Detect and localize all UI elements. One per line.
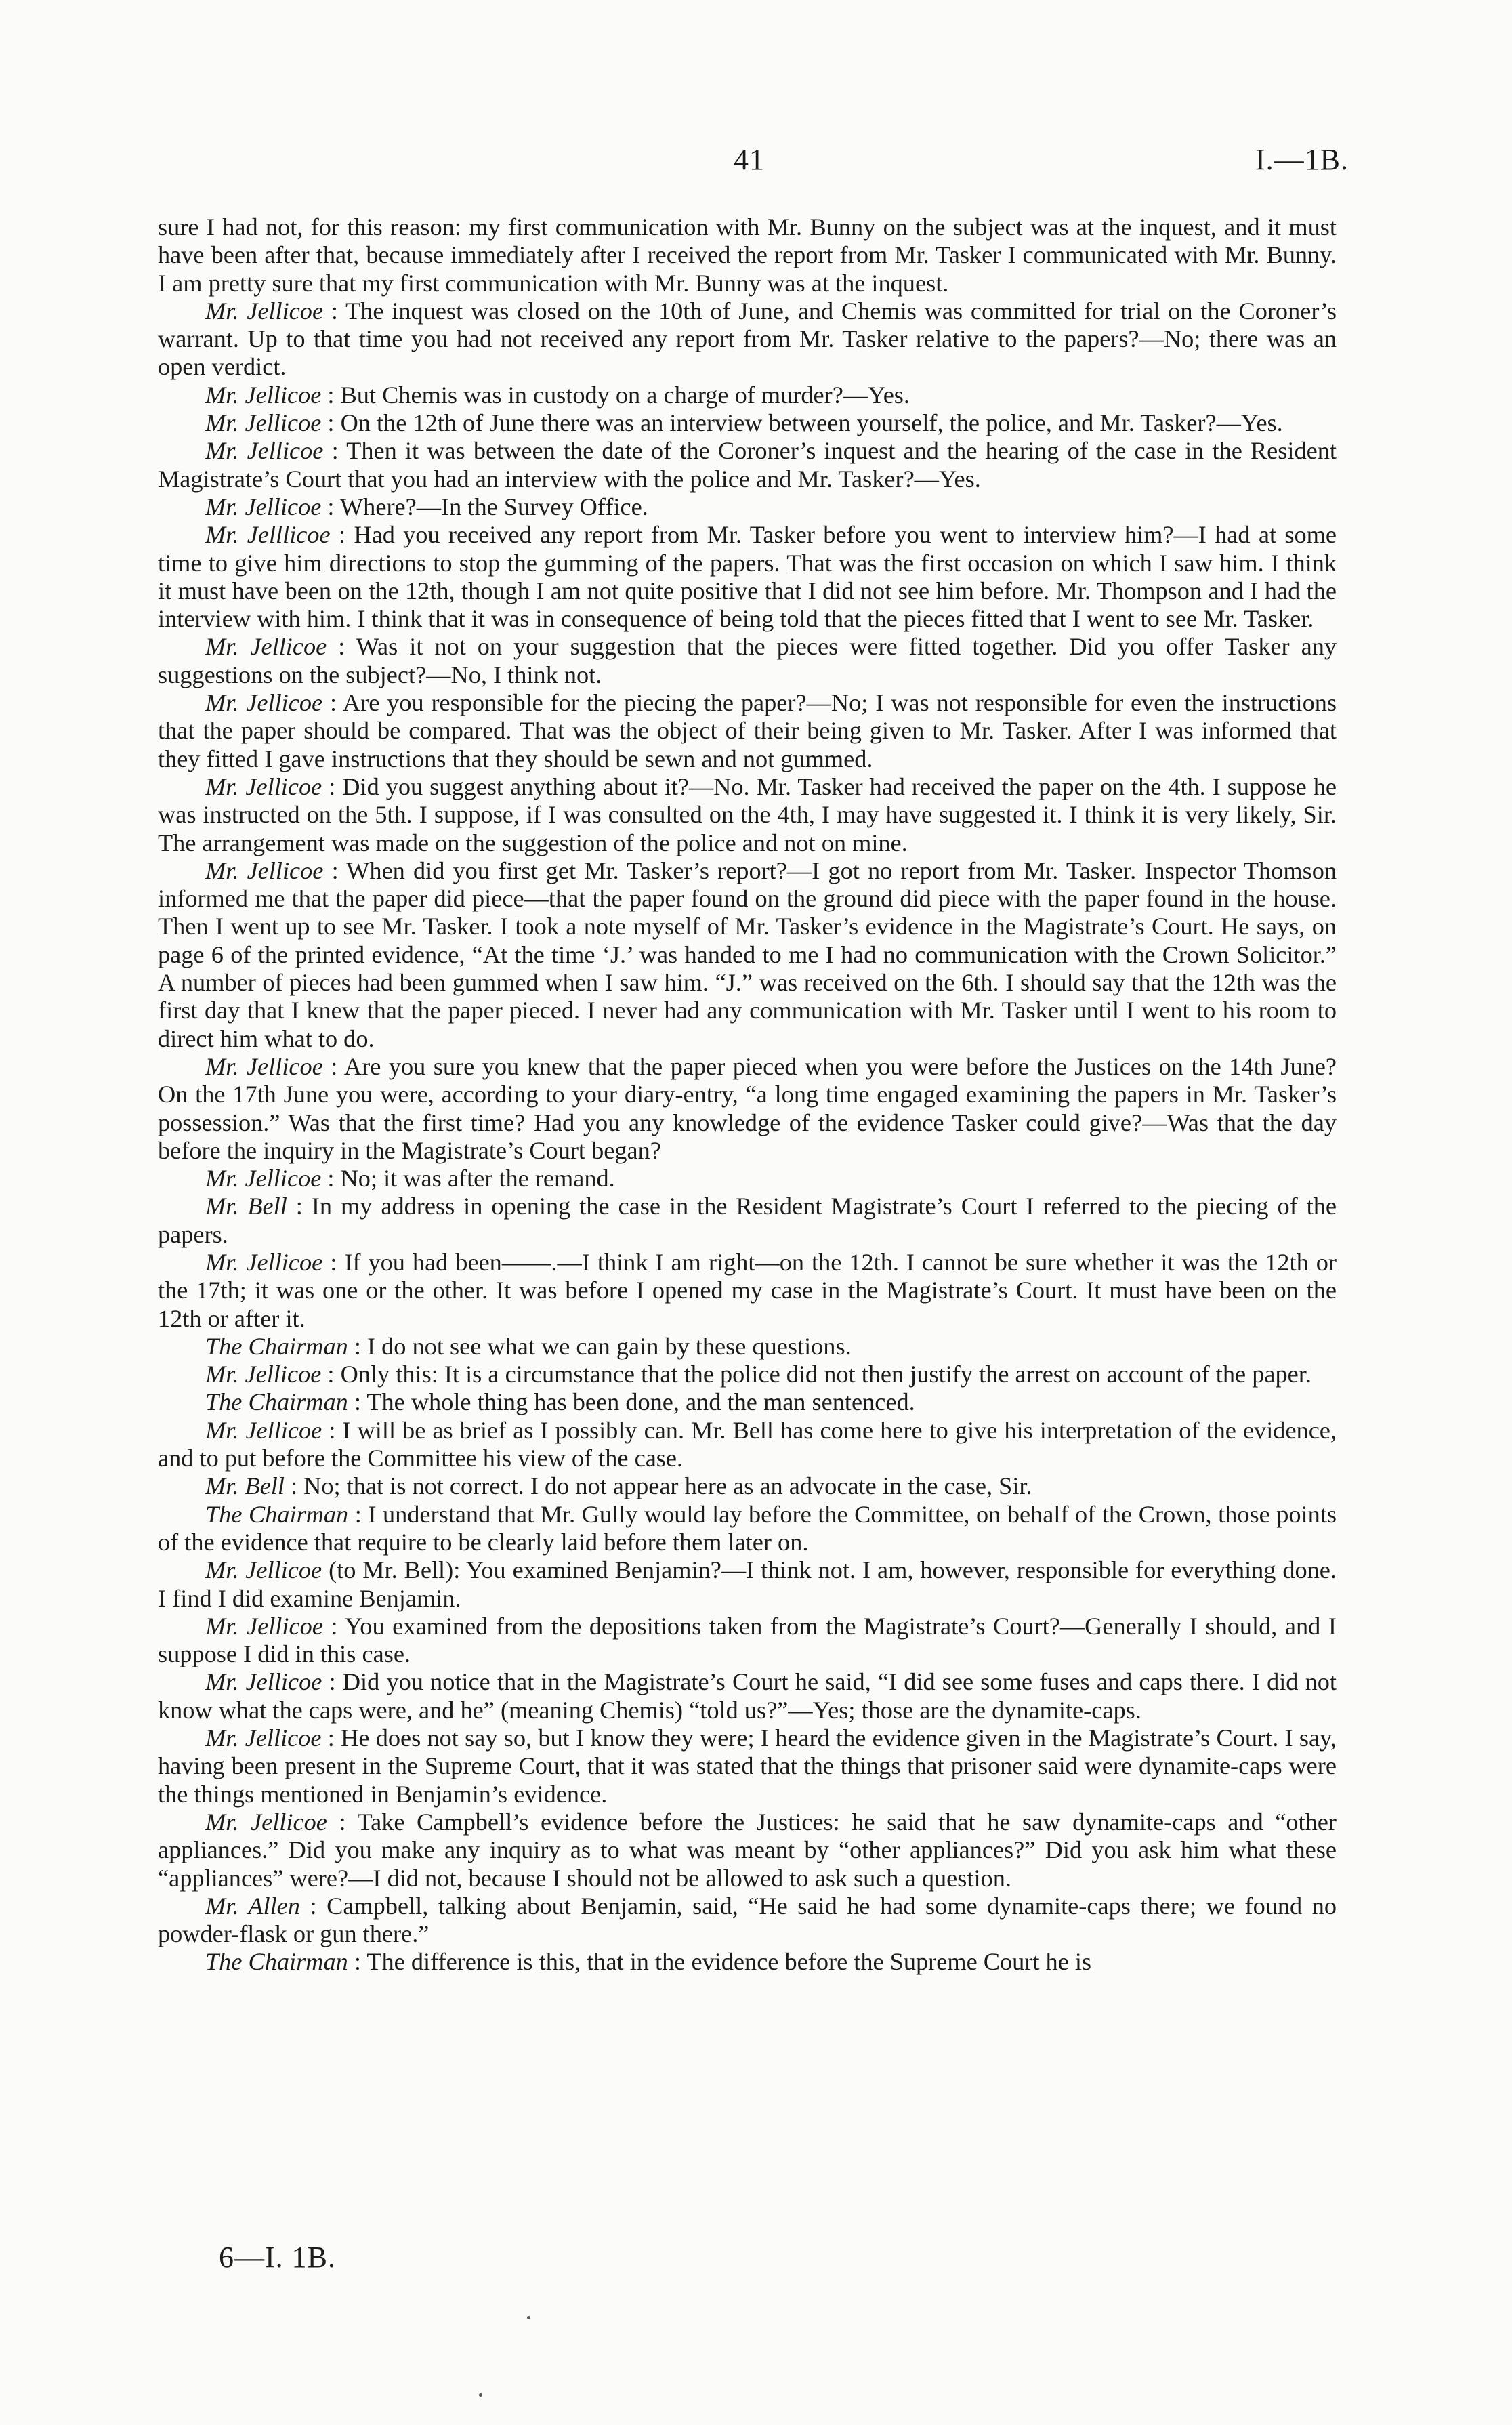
paragraph-text: : Where?—In the Survey Office. <box>327 493 648 520</box>
speaker-name: The Chairman <box>205 1388 348 1416</box>
speaker-name: Mr. Jellicoe <box>205 437 324 465</box>
speaker-name: Mr. Jellicoe <box>205 1556 322 1584</box>
transcript-paragraph <box>158 1249 1337 1333</box>
speaker-name: Mr. Jellicoe <box>205 772 322 800</box>
paragraph-text: : Take Campbell’s evidence before the Justices: he said that he saw dynamite-caps and “other appliances.” Did you make any inquiry as to what was meant by “other appliances?” Did you ask him what these “appliances” were?—I did not, because I should not be allowed to ask such a question. <box>158 1808 1337 1892</box>
transcript-paragraph <box>158 773 1337 857</box>
paragraph-text: : Then it was between the date of the Coroner’s inquest and the hearing of the case in the Resident Magistrate’s Court that you had an interview with the police and Mr. Tasker?—Yes. <box>158 437 1337 493</box>
transcript-paragraph <box>158 213 1337 297</box>
transcript-paragraph <box>158 1724 1337 1808</box>
speaker-name: Mr. Jellicoe <box>205 381 322 409</box>
speaker-name: Mr. Jellicoe <box>205 1612 323 1640</box>
paragraph-text: : I will be as brief as I possibly can. Mr. Bell has come here to give his interpretation of the evidence, and to put before the Committee his view of the case. <box>158 1416 1337 1472</box>
transcript-paragraph <box>158 1053 1337 1165</box>
paragraph-text: : When did you first get Mr. Tasker’s report?—I got no report from Mr. Tasker. Inspector Thomson informed me that the paper did piece—that the paper found on the ground did piece with the paper found in the house. Then I went up to see Mr. Tasker. I took a note myself of Mr. Tasker’s evidence in the Magistrate’s Court. He says, on page 6 of the printed evidence, “At the time ‘J.’ was handed to me I had no communication with the Crown Solicitor.” A number of pieces had been gummed when I saw him. “J.” was received on the 6th. I should say that the 12th was the first day that I knew that the paper pieced. I never had any communication with Mr. Tasker until I went to his room to direct him what to do. <box>158 856 1337 1052</box>
paragraph-text: : Are you responsible for the piecing the paper?—No; I was not responsible for even the instructions that the paper should be compared. That was the object of their being given to Mr. Tasker. After I was informed that they fitted I gave instructions that they should be sewn and not gummed. <box>158 689 1337 772</box>
speaker-name: Mr. Jellicoe <box>205 1248 323 1276</box>
speaker-name: Mr. Bell <box>205 1472 285 1500</box>
transcript-paragraph <box>158 297 1337 381</box>
paragraph-text: : The whole thing has been done, and the man sentenced. <box>354 1388 915 1416</box>
paragraph-text: : No; it was after the remand. <box>327 1165 615 1193</box>
paragraph-text: (to Mr. Bell): You examined Benjamin?—I think not. I am, however, responsible for everything done. I find I did examine Benjamin. <box>158 1556 1337 1612</box>
transcript-paragraph <box>158 857 1337 1053</box>
transcript-paragraph <box>158 1472 1337 1500</box>
speaker-name: The Chairman <box>205 1948 348 1976</box>
transcript-paragraph <box>158 633 1337 689</box>
paragraph-text: : On the 12th of June there was an interview between yourself, the police, and Mr. Tasker?—Yes. <box>327 409 1283 437</box>
speaker-name: Mr. Jellicoe <box>205 1165 322 1193</box>
print-speck <box>527 2316 530 2319</box>
speaker-name: The Chairman <box>205 1332 348 1360</box>
transcript-paragraph <box>158 1193 1337 1249</box>
transcript-paragraph <box>158 1361 1337 1388</box>
paragraph-text: : Did you suggest anything about it?—No. Mr. Tasker had received the paper on the 4th. I suppose he was instructed on the 5th. I suppose, if I was consulted on the 4th, I may have suggested it. I think it is very likely, Sir. The arrangement was made on the suggestion of the police and not on mine. <box>158 772 1337 856</box>
transcript-paragraph <box>158 1668 1337 1724</box>
speaker-name: Mr. Jelllicoe <box>205 521 331 549</box>
paragraph-text: : The difference is this, that in the evidence before the Supreme Court he is <box>354 1948 1092 1976</box>
speaker-name: Mr. Allen <box>205 1892 300 1920</box>
paragraph-text: : Was it not on your suggestion that the pieces were fitted together. Did you offer Tasker any suggestions on the subject?—No, I think not. <box>158 633 1337 688</box>
transcript-paragraph <box>158 689 1337 773</box>
transcript-paragraph <box>158 1333 1337 1361</box>
paragraph-text: : I do not see what we can gain by these questions. <box>354 1332 852 1360</box>
transcript-paragraph <box>158 1165 1337 1193</box>
speaker-name: Mr. Jellicoe <box>205 409 322 437</box>
speaker-name: Mr. Jellicoe <box>205 1361 322 1388</box>
transcript-paragraph <box>158 1388 1337 1416</box>
paragraph-text: : The inquest was closed on the 10th of June, and Chemis was committed for trial on the Coroner’s warrant. Up to that time you had not received any report from Mr. Tasker relative to the papers?—No; there was an open verdict. <box>158 297 1337 381</box>
transcript-paragraph <box>158 1501 1337 1557</box>
transcript-paragraph <box>158 493 1337 521</box>
transcript-paragraph <box>158 1948 1337 1976</box>
paragraph-text: sure I had not, for this reason: my first communication with Mr. Bunny on the subject was at the inquest, and it must have been after that, because immediately after I received the report from Mr. Tasker I communicated with Mr. Bunny. I am pretty sure that my first communication with Mr. Bunny was at the inquest. <box>158 213 1337 297</box>
speaker-name: Mr. Jellicoe <box>205 1808 327 1836</box>
speaker-name: Mr. Jellicoe <box>205 633 327 661</box>
page-number: 41 <box>734 143 765 176</box>
minutes-of-evidence-text <box>158 213 1337 1976</box>
printer-signature-mark: 6—I. 1B. <box>219 2241 336 2274</box>
speaker-name: Mr. Jellicoe <box>205 856 324 884</box>
paragraph-text: : Did you notice that in the Magistrate’s Court he said, “I did see some fuses and caps there. I did not know what the caps were, and he” (meaning Chemis) “told us?”—Yes; those are the dynamite-caps. <box>158 1668 1337 1724</box>
paragraph-text: : Had you received any report from Mr. Tasker before you went to interview him?—I had at some time to give him directions to stop the gumming of the papers. That was the first occasion on which I saw him. I think it must have been on the 12th, though I am not quite positive that I did not see him before. Mr. Thompson and I had the interview with him. I think that it was in consequence of being told that the pieces fitted that I went to see Mr. Tasker. <box>158 521 1337 633</box>
transcript-paragraph <box>158 521 1337 633</box>
speaker-name: Mr. Jellicoe <box>205 297 324 325</box>
transcript-paragraph <box>158 1808 1337 1892</box>
speaker-name: Mr. Jellicoe <box>205 689 323 717</box>
document-reference: I.—1B. <box>1255 143 1349 176</box>
paragraph-text: : But Chemis was in custody on a charge of murder?—Yes. <box>327 381 910 409</box>
transcript-paragraph <box>158 1613 1337 1669</box>
paragraph-text: : If you had been——.—I think I am right—on the 12th. I cannot be sure whether it was the 12th or the 17th; it was one or the other. It was before I opened my case in the Magistrate’s Court. It must have been on the 12th or after it. <box>158 1248 1337 1332</box>
speaker-name: Mr. Jellicoe <box>205 1052 323 1080</box>
transcript-paragraph <box>158 1417 1337 1473</box>
speaker-name: The Chairman <box>205 1500 349 1528</box>
paragraph-text: : Only this: It is a circumstance that the police did not then justify the arrest on account of the paper. <box>327 1361 1311 1388</box>
transcript-paragraph <box>158 1892 1337 1949</box>
paragraph-text: : Campbell, talking about Benjamin, said, “He said he had some dynamite-caps there; we found no powder-flask or gun there.” <box>158 1892 1337 1948</box>
paragraph-text: : I understand that Mr. Gully would lay before the Committee, on behalf of the Crown, those points of the evidence that require to be clearly laid before them later on. <box>158 1500 1337 1556</box>
speaker-name: Mr. Jellicoe <box>205 1724 322 1752</box>
paragraph-text: : You examined from the depositions taken from the Magistrate’s Court?—Generally I should, and I suppose I did in this case. <box>158 1612 1337 1668</box>
transcript-paragraph <box>158 381 1337 409</box>
paragraph-text: : Are you sure you knew that the paper pieced when you were before the Justices on the 14th June? On the 17th June you were, according to your diary-entry, “a long time engaged examining the papers in Mr. Tasker’s possession.” Was that the first time? Had you any knowledge of the evidence Tasker could give?—Was that the day before the inquiry in the Magistrate’s Court began? <box>158 1052 1337 1164</box>
transcript-paragraph <box>158 409 1337 437</box>
speaker-name: Mr. Bell <box>205 1193 287 1220</box>
print-speck <box>479 2393 482 2397</box>
speaker-name: Mr. Jellicoe <box>205 493 322 520</box>
speaker-name: Mr. Jellicoe <box>205 1416 322 1444</box>
transcript-paragraph <box>158 1556 1337 1613</box>
paragraph-text: : In my address in opening the case in the Resident Magistrate’s Court I referred to the piecing of the papers. <box>158 1193 1337 1248</box>
transcript-paragraph <box>158 437 1337 493</box>
paragraph-text: : No; that is not correct. I do not appear here as an advocate in the case, Sir. <box>291 1472 1032 1500</box>
paragraph-text: : He does not say so, but I know they were; I heard the evidence given in the Magistrate’s Court. I say, having been present in the Supreme Court, that it was stated that the things that prisoner said were dynamite-caps were the things mentioned in Benjamin’s evidence. <box>158 1724 1337 1808</box>
speaker-name: Mr. Jellicoe <box>205 1668 322 1696</box>
